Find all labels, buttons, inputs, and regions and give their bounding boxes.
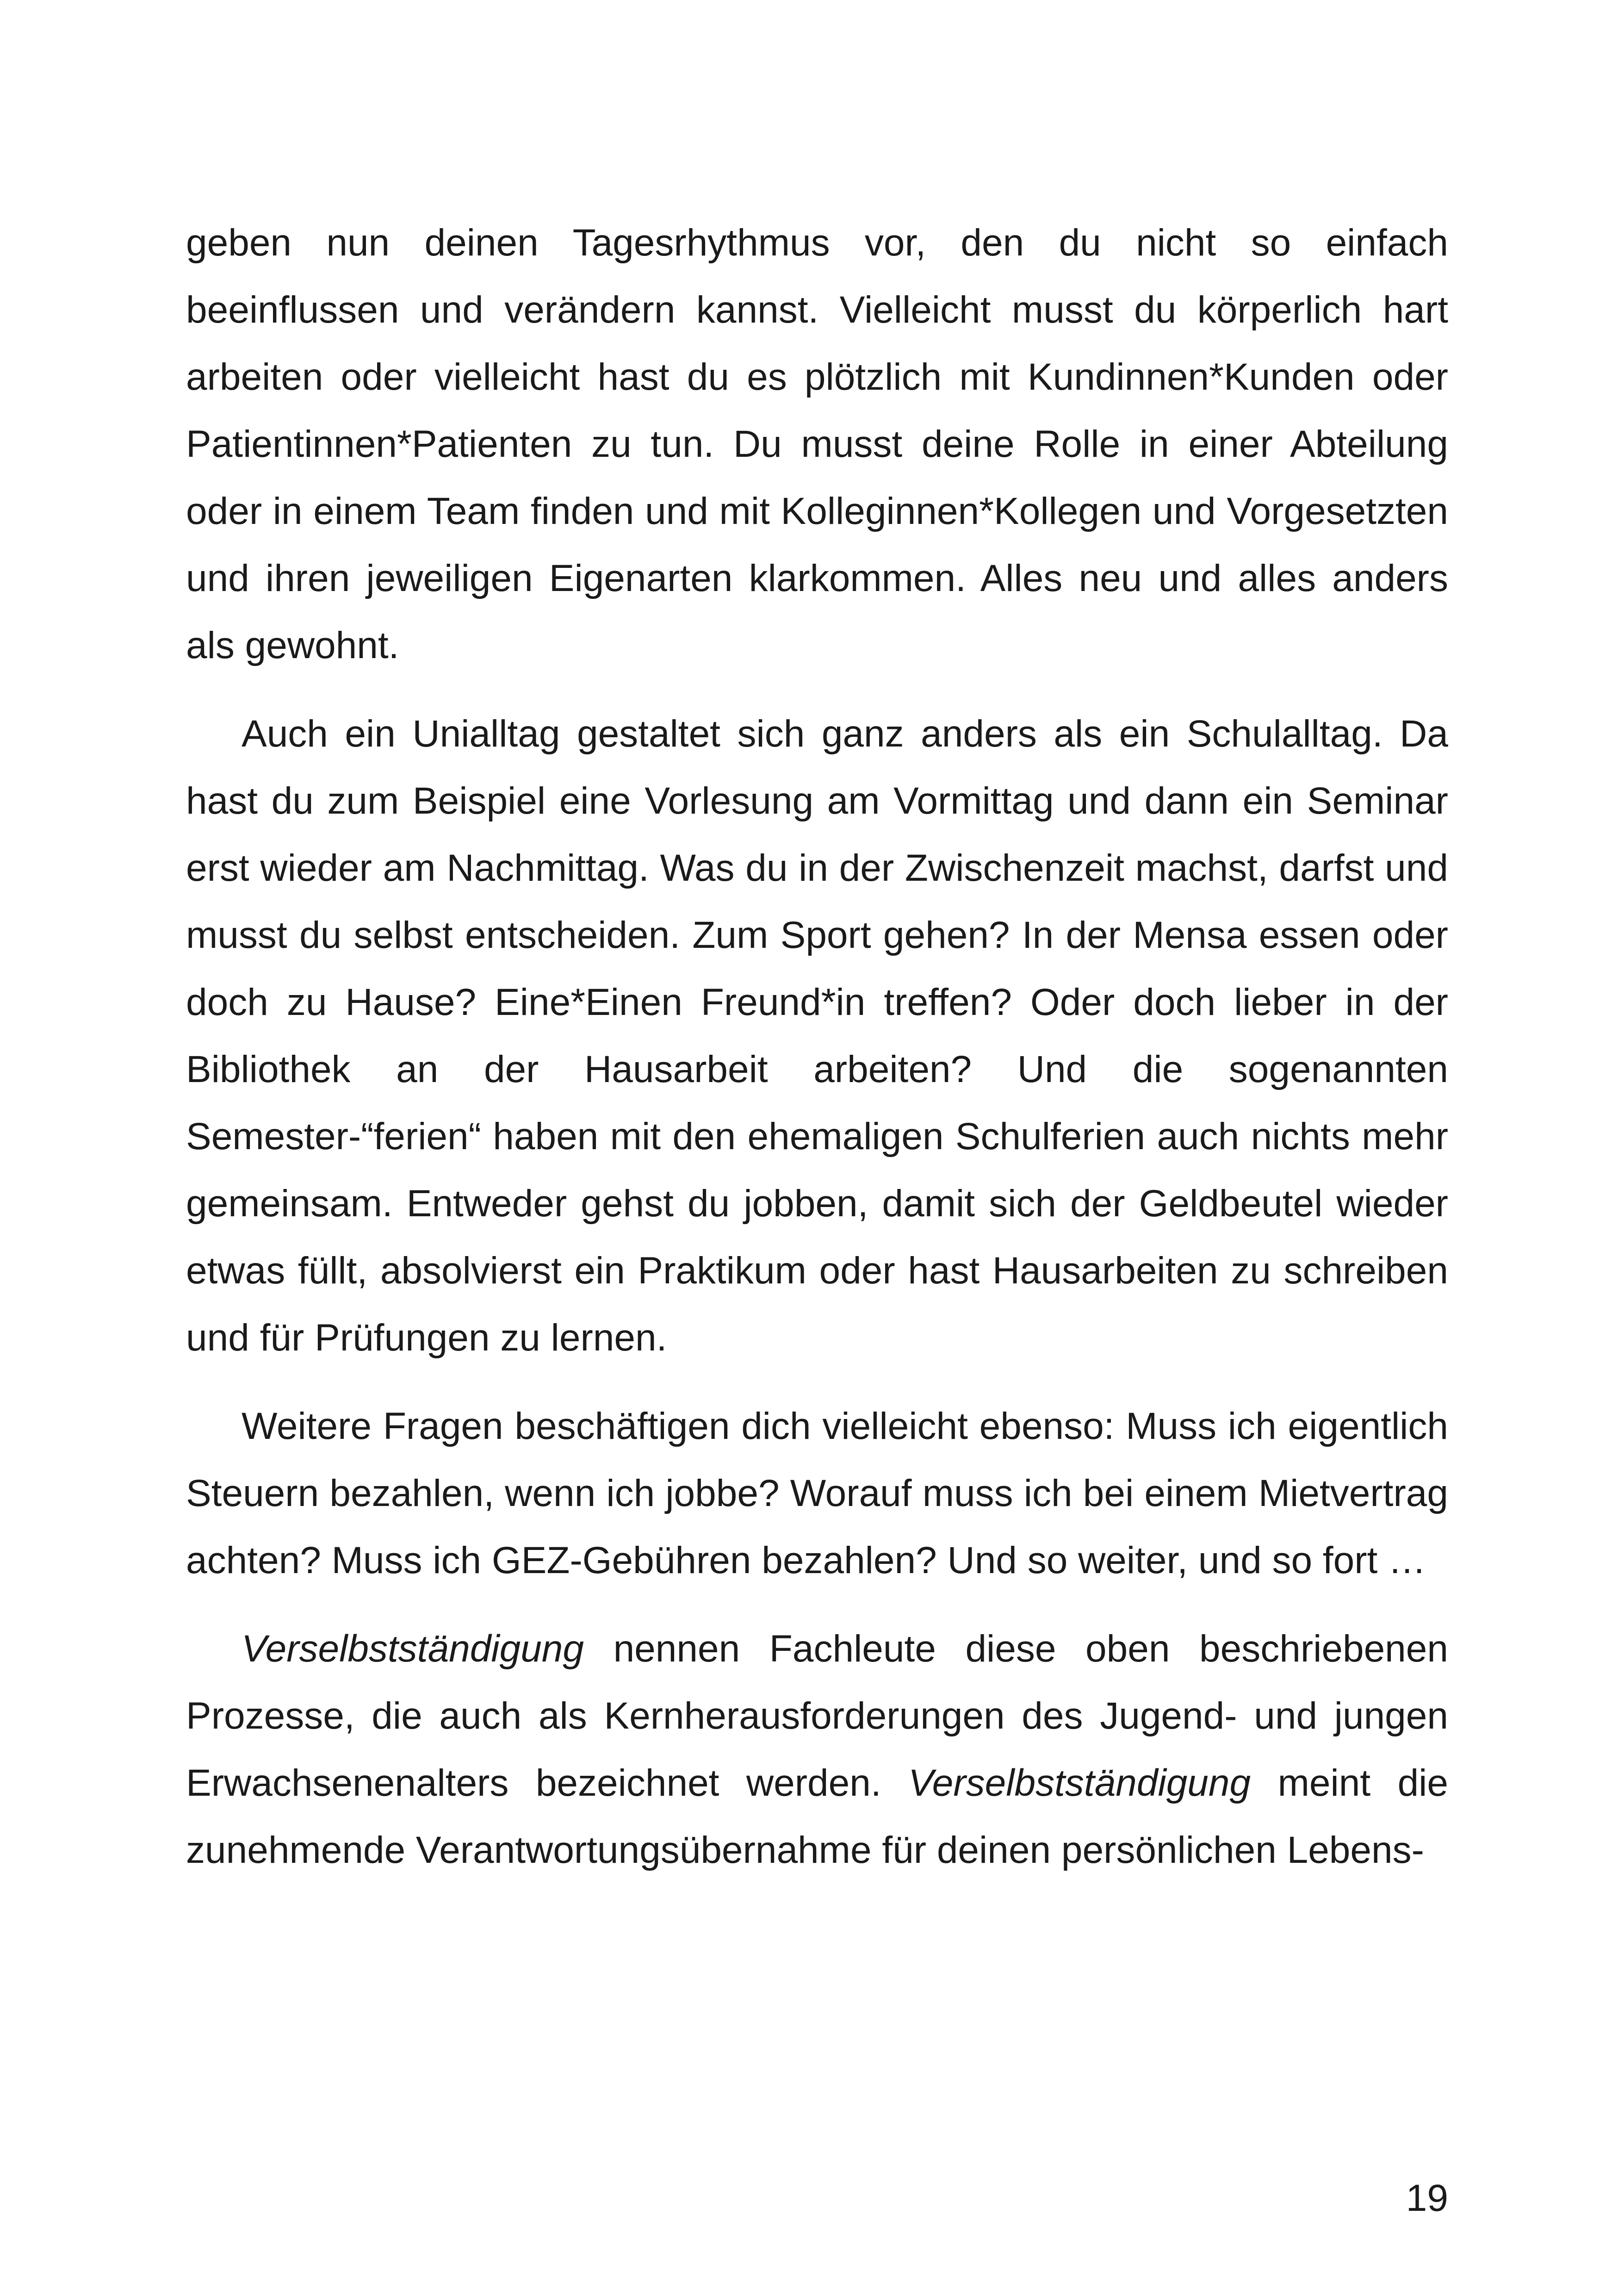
italic-term-repeat: Verselbstständigung: [908, 1762, 1251, 1804]
paragraph-2: Auch ein Unialltag gestaltet sich ganz anders als ein Schulalltag. Da hast du zum Beispiel eine Vorlesung am Vormittag und dann ein Seminar erst wieder am Nachmittag. Was du in der Zwischenzeit machst, darfst und musst du selbst entscheiden. Zum Sport gehen? In der Mensa essen oder doch zu Hause? Eine*Einen Freund*in treffen? Oder doch lieber in der Bibliothek an der Hausarbeit arbeiten? Und die sogenannten Semester-“ferien“ haben mit den ehemaligen Schulferien auch nichts mehr gemeinsam. Entweder gehst du jobben, damit sich der Geldbeutel wieder etwas füllt, absolvierst ein Praktikum oder hast Hausarbeiten zu schreiben und für Prüfungen zu lernen.: [186, 713, 1448, 1359]
paragraph-4-text-a: nennen Fachleute diese oben beschriebenen Prozesse, die auch als Kernherausforderungen des Jugend- und jungen Erwachsenenalters bezeichnet werden.: [186, 1628, 1448, 1804]
paragraph-4: [186, 1615, 1448, 1884]
page-number: 19: [1406, 2177, 1448, 2219]
paragraph-3: Weitere Fragen beschäftigen dich vielleicht ebenso: Muss ich eigentlich Steuern bezahlen, wenn ich jobbe? Worauf muss ich bei einem Mietvertrag achten? Muss ich GEZ-Gebühren bezahlen? Und so weiter, und so fort …: [186, 1405, 1448, 1581]
body-text: [186, 209, 1448, 1905]
paragraph-4-text-b: meint die zunehmende Verantwortungsübernahme für deinen persönlichen Lebens-: [186, 1762, 1448, 1871]
italic-term: Verselbstständigung: [242, 1628, 584, 1670]
paragraph-1: geben nun deinen Tagesrhythmus vor, den du nicht so einfach beeinflussen und verändern kannst. Vielleicht musst du körperlich hart arbeiten oder vielleicht hast du es plötzlich mit Kundinnen*Kunden oder Patientinnen*Patienten zu tun. Du musst deine Rolle in einer Abteilung oder in einem Team finden und mit Kolleginnen*Kollegen und Vorgesetzten und ihren jeweiligen Eigenarten klarkommen. Alles neu und alles anders als gewohnt.: [186, 222, 1448, 666]
